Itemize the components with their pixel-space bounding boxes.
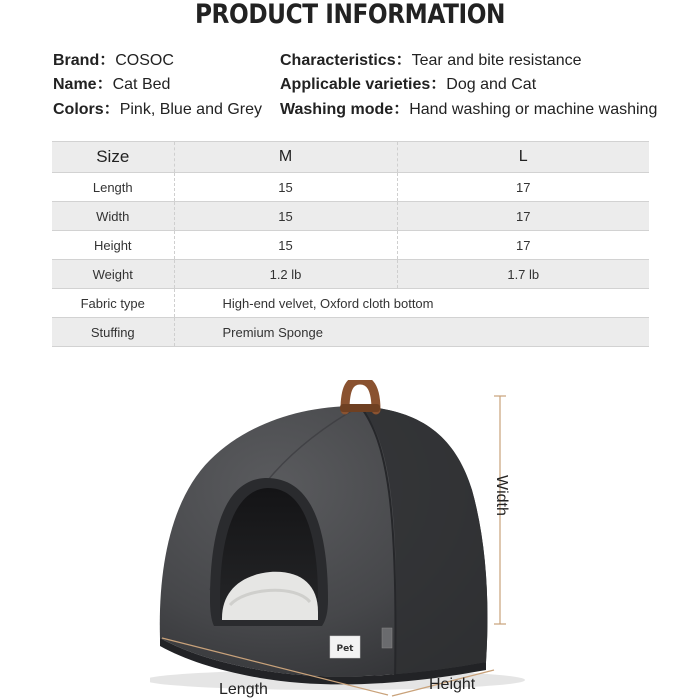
handle-base — [340, 404, 380, 412]
varieties-info — [280, 75, 536, 95]
colors-value: Pink, Blue and Grey — [119, 101, 262, 118]
table-row — [52, 318, 649, 347]
width-label: Width — [493, 475, 510, 516]
table-row — [52, 289, 649, 318]
characteristics-info — [280, 51, 582, 71]
row-label: Stuffing — [52, 318, 174, 347]
varieties-label: Applicable varieties： — [280, 76, 447, 93]
varieties-value: Dog and Cat — [446, 76, 537, 93]
table-row — [52, 173, 649, 202]
side-label — [382, 628, 392, 648]
characteristics-value: Tear and bite resistance — [411, 52, 582, 69]
washing-value: Hand washing or machine washing — [409, 101, 658, 118]
table-header-row — [52, 142, 649, 173]
table-row — [52, 260, 649, 289]
header-size: Size — [52, 142, 174, 173]
header-l: L — [397, 142, 649, 173]
colors-info — [53, 100, 262, 120]
row-label: Width — [52, 202, 174, 231]
name-value: Cat Bed — [112, 76, 171, 93]
cell-m: 1.2 lb — [174, 260, 397, 289]
row-label: Weight — [52, 260, 174, 289]
cat-bed-illustration — [150, 380, 690, 700]
cell-value: High-end velvet, Oxford cloth bottom — [174, 289, 649, 318]
cell-l: 17 — [397, 173, 649, 202]
brand-label: Brand： — [53, 52, 116, 69]
row-label: Fabric type — [52, 289, 174, 318]
length-label: Length — [219, 681, 268, 698]
table-row — [52, 231, 649, 260]
row-label: Height — [52, 231, 174, 260]
cell-m: 15 — [174, 202, 397, 231]
cell-value: Premium Sponge — [174, 318, 649, 347]
cell-l: 1.7 lb — [397, 260, 649, 289]
cell-m: 15 — [174, 173, 397, 202]
washing-label: Washing mode： — [280, 101, 410, 118]
brand-tag-text: Pet — [336, 644, 354, 654]
cell-m: 15 — [174, 231, 397, 260]
washing-info — [280, 100, 657, 120]
size-table — [52, 141, 649, 347]
brand-value: COSOC — [115, 52, 174, 69]
characteristics-label: Characteristics： — [280, 52, 412, 69]
brand-info — [53, 51, 174, 71]
table-row — [52, 202, 649, 231]
cell-l: 17 — [397, 202, 649, 231]
page-title: PRODUCT INFORMATION — [194, 0, 506, 30]
name-label: Name： — [53, 76, 113, 93]
row-label: Length — [52, 173, 174, 202]
colors-label: Colors： — [53, 101, 120, 118]
height-label: Height — [429, 676, 476, 693]
cell-l: 17 — [397, 231, 649, 260]
header-m: M — [174, 142, 397, 173]
name-info — [53, 75, 170, 95]
